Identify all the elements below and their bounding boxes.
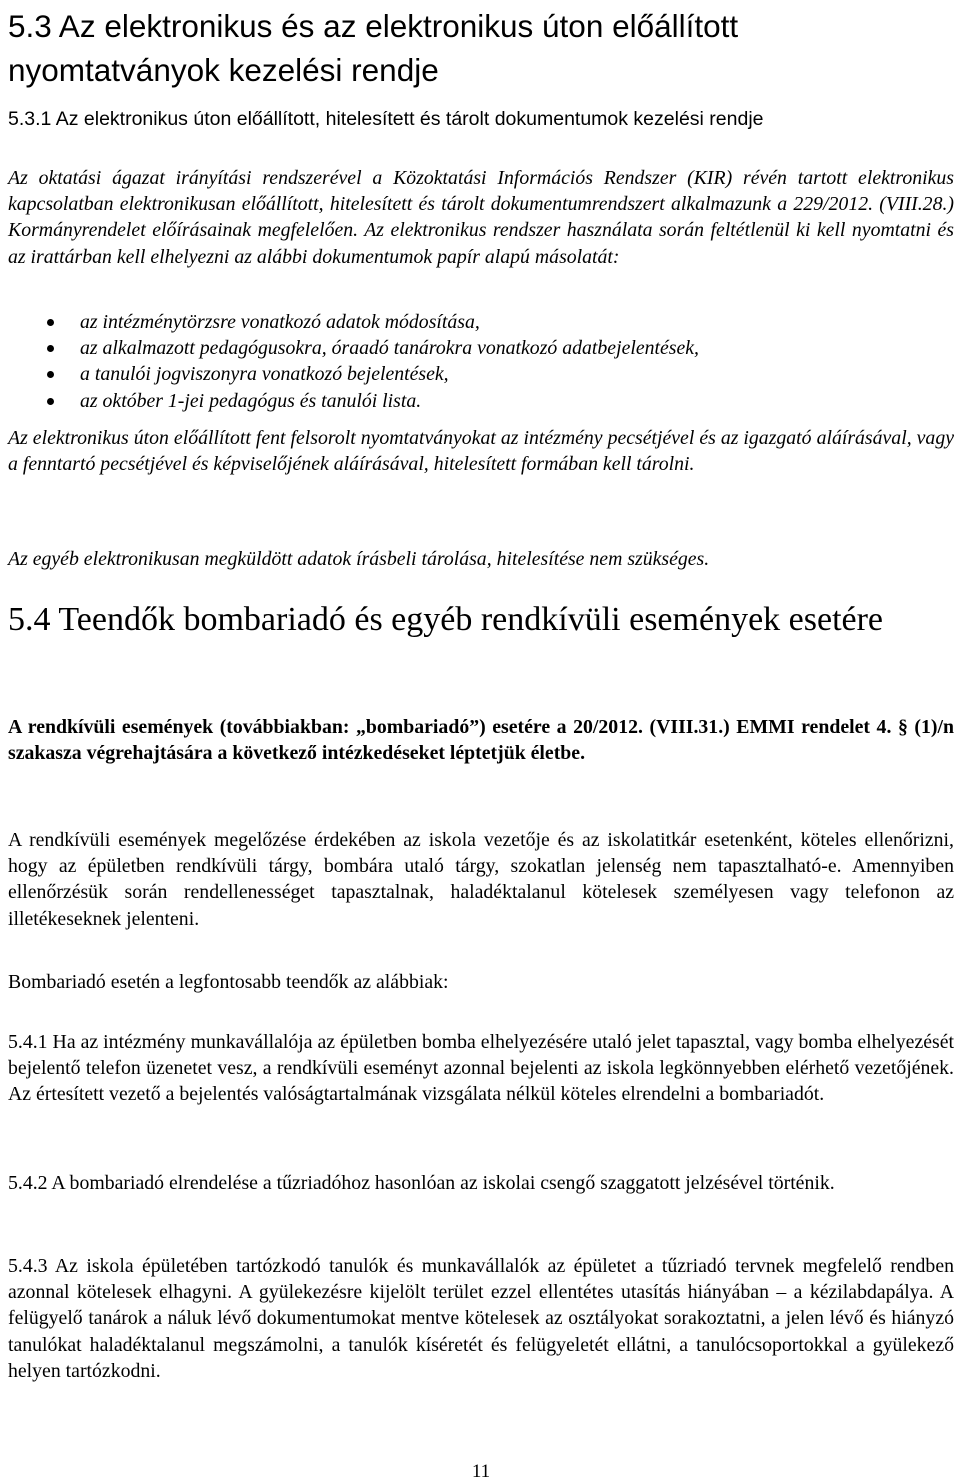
page-number: 11 bbox=[471, 1461, 491, 1482]
section-5-3-1-heading: 5.3.1 Az elektronikus úton előállított, hitelesített és tárolt dokumentumok kezelési rendje bbox=[8, 108, 764, 130]
other-data-paragraph: Az egyéb elektronikusan megküldött adatok írásbeli tárolása, hitelesítése nem szükséges. bbox=[8, 548, 710, 570]
list-item: a tanulói jogviszonyra vonatkozó bejelentések, bbox=[8, 361, 954, 387]
list-item: az október 1-jei pedagógus és tanulói lista. bbox=[8, 388, 954, 414]
section-5-4-bold-intro: A rendkívüli események (továbbiakban: „bombariadó”) esetére a 20/2012. (VIII.31.) EMMI rendelet 4. § (1)/n szakasza végrehajtására a következő intézkedéseket léptetjük életbe. bbox=[8, 716, 954, 765]
paragraph-5-4-2: 5.4.2 A bombariadó elrendelése a tűzriadóhoz hasonlóan az iskolai csengő szaggatott jelzésével történik. bbox=[8, 1172, 835, 1194]
list-item: az intézménytörzsre vonatkozó adatok módosítása, bbox=[8, 309, 954, 335]
prevention-paragraph: A rendkívüli események megelőzése érdekében az iskola vezetője és az iskolatitkár esetenként, köteles ellenőrizni, hogy az épületben rendkívüli tárgy, bombára utaló tárgy, szokatlan jelenség nem tapasztalható-e. Amennyiben ellenőrzésük során rendellenességet tapasztalnak, haladéktalanul kötelesek személyesen vagy telefonon az illetékeseknek jelenteni. bbox=[8, 829, 954, 930]
authentication-paragraph: Az elektronikus úton előállított fent felsorolt nyomtatványokat az intézmény pecsétjével és az igazgató aláírásával, vagy a fenntartó pecsétjével és képviselőjének aláírásával, hitelesített formában kell tárolni. bbox=[8, 427, 954, 476]
section-5-3-heading: 5.3 Az elektronikus és az elektronikus úton előállított nyomtatványok kezelési rendje bbox=[8, 8, 739, 88]
tasks-intro-paragraph: Bombariadó esetén a legfontosabb teendők az alábbiak: bbox=[8, 971, 449, 993]
paragraph-5-4-3: 5.4.3 Az iskola épületében tartózkodó tanulók és munkavállalók az épületet a tűzriadó tervnek megfelelő rendben azonnal kötelesek elhagyni. A gyülekezésre kijelölt terület ezzel ellentétes utasítás hiányában – a kézilabdapálya. A felügyelő tanárok a náluk lévő dokumentumokat mentve kötelesek az osztályokat sorakoztatni, a jelen lévő és hiányzó tanulókat haladéktalanul megszámolni, a tanulók kíséretét és felügyeletét ellátni, a tanulócsoportokkal a gyülekező helyen tartózkodni. bbox=[8, 1255, 954, 1382]
list-item: az alkalmazott pedagógusokra, óraadó tanárokra vonatkozó adatbejelentések, bbox=[8, 335, 954, 361]
section-5-3-1-intro: Az oktatási ágazat irányítási rendszerével a Közoktatási Információs Rendszer (KIR) révén tartott elektronikus kapcsolatban elektronikusan előállított, hitelesített és tárolt dokumentumrendszert alkalmazunk a 229/2012. (VIII.28.) Kormányrendelet előírásainak megfelelően. Az elektronikus rendszer használata során feltétlenül ki kell nyomtatni és az irattárban kell elhelyezni az alábbi dokumentumok papír alapú másolatát: bbox=[8, 167, 954, 268]
document-list bbox=[8, 309, 954, 414]
section-5-4-heading: 5.4 Teendők bombariadó és egyéb rendkívüli események esetére bbox=[8, 601, 884, 638]
paragraph-5-4-1: 5.4.1 Ha az intézmény munkavállalója az épületben bomba elhelyezésére utaló jelet tapasztal, vagy bomba elhelyezését bejelentő telefon üzenetet vesz, a rendkívüli eseményt azonnal bejelenti az iskola legkönnyebben elérhető vezetőjének. Az értesített vezető a bejelentés valóságtartalmának vizsgálata nélkül köteles elrendelni a bombariadót. bbox=[8, 1031, 954, 1106]
